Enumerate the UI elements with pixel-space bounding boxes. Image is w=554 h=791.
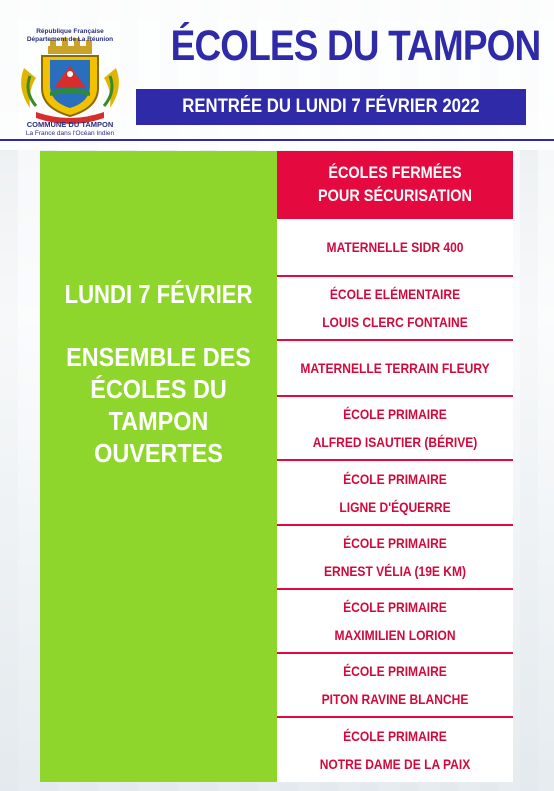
closed-school-item <box>277 718 513 782</box>
closed-school-item <box>277 654 513 718</box>
page-title: ÉCOLES DU TAMPON <box>170 22 541 70</box>
school-name: NOTRE DAME DE LA PAIX <box>319 756 471 772</box>
school-type: ÉCOLE PRIMAIRE <box>343 728 447 744</box>
commune-logo <box>10 8 130 140</box>
closed-header-line: ÉCOLES FERMÉES <box>328 163 462 182</box>
logo-line-republique: République Française <box>36 28 104 35</box>
open-message-line: OUVERTES <box>94 438 223 468</box>
school-type: ÉCOLE PRIMAIRE <box>343 470 447 487</box>
school-type: ÉCOLE ELÉMENTAIRE <box>329 286 461 302</box>
school-name: ERNEST VÉLIA (19E KM) <box>323 563 467 579</box>
school-name: MATERNELLE SIDR 400 <box>326 239 464 255</box>
open-message-line: ÉCOLES DU <box>90 374 227 404</box>
closed-school-item <box>277 341 513 397</box>
closed-school-item <box>277 526 513 590</box>
open-schools-panel <box>40 151 277 782</box>
closed-school-item <box>277 590 513 654</box>
logo-line-commune: COMMUNE DU TAMPON <box>26 120 114 129</box>
school-name: MATERNELLE TERRAIN FLEURY <box>300 360 490 376</box>
page-subtitle-banner <box>136 89 526 125</box>
logo-line-departement: Département de La Réunion <box>26 36 114 43</box>
header-divider <box>0 139 554 141</box>
logo-line-slogan: La France dans l'Océan Indien <box>25 130 115 137</box>
open-message <box>40 341 277 469</box>
open-message-line: ENSEMBLE DES <box>66 342 251 372</box>
school-name: LOUIS CLERC FONTAINE <box>322 314 468 330</box>
closed-school-item <box>277 397 513 461</box>
header <box>0 0 554 150</box>
open-date-text: LUNDI 7 FÉVRIER <box>64 279 253 309</box>
closed-header-line: POUR SÉCURISATION <box>318 186 472 205</box>
school-name: LIGNE D'ÉQUERRE <box>339 498 451 515</box>
school-name: PITON RAVINE BLANCHE <box>321 691 469 707</box>
closed-school-item <box>277 219 513 277</box>
school-type: ÉCOLE PRIMAIRE <box>343 663 447 679</box>
school-name: ALFRED ISAUTIER (BÉRIVE) <box>312 434 478 450</box>
school-type: ÉCOLE PRIMAIRE <box>343 406 447 422</box>
page-subtitle: RENTRÉE DU LUNDI 7 FÉVRIER 2022 <box>182 96 480 117</box>
closed-schools-header <box>277 151 513 219</box>
school-type: ÉCOLE PRIMAIRE <box>343 535 447 551</box>
closed-school-item <box>277 461 513 526</box>
school-type: ÉCOLE PRIMAIRE <box>343 599 447 615</box>
closed-schools-panel <box>277 151 513 782</box>
open-date <box>40 279 277 310</box>
open-message-line: TAMPON <box>108 406 209 436</box>
school-name: MAXIMILIEN LORION <box>334 627 456 643</box>
closed-school-item <box>277 277 513 341</box>
